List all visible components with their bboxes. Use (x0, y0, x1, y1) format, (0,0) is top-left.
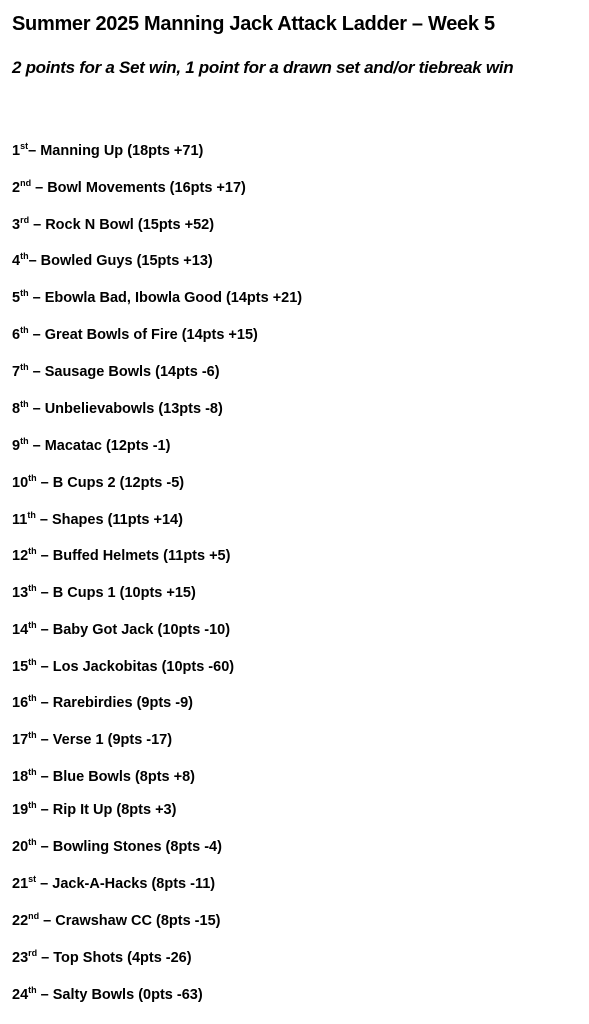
ladder-entry (12, 178, 246, 198)
rank-ordinal-suffix: rd (28, 948, 38, 958)
rank-number: 1 (12, 143, 21, 159)
ladder-entry (12, 288, 302, 308)
rank-number: 10 (12, 475, 29, 491)
dash-separator: – (28, 401, 45, 417)
ladder-entry (12, 436, 170, 456)
rank-number: 20 (12, 839, 29, 855)
ladder-entry (12, 911, 220, 931)
rank-number: 12 (12, 548, 29, 564)
rank-ordinal-suffix: th (28, 837, 37, 847)
rank-ordinal-suffix: th (28, 800, 37, 810)
rank-number: 5 (12, 290, 21, 306)
team-name: Crawshaw CC (55, 913, 152, 929)
ladder-entry (12, 767, 195, 787)
page-title: Summer 2025 Manning Jack Attack Ladder – Week 5 (12, 13, 495, 35)
rank-number: 17 (12, 732, 29, 748)
rank-number: 22 (12, 913, 29, 929)
rank-ordinal-suffix: th (28, 767, 37, 777)
team-points-and-margin: (8pts -4) (165, 839, 222, 855)
team-name: Bowling Stones (52, 839, 162, 855)
team-name: Rock N Bowl (45, 217, 134, 233)
dash-separator: – (36, 839, 53, 855)
ladder-entry (12, 362, 220, 382)
rank-ordinal-suffix: th (20, 288, 29, 298)
rank-number: 16 (12, 695, 29, 711)
ladder-entry (12, 399, 223, 419)
team-name: Verse 1 (52, 732, 104, 748)
rank-number: 9 (12, 438, 21, 454)
rank-ordinal-suffix: th (28, 473, 37, 483)
ladder-entry (12, 985, 203, 1005)
ladder-entry (12, 546, 230, 566)
ladder-entry (12, 948, 192, 968)
team-name: Shapes (51, 512, 104, 528)
ladder-entry (12, 325, 258, 345)
dash-separator: – (36, 622, 53, 638)
ladder-entry (12, 215, 214, 235)
rank-number: 14 (12, 622, 29, 638)
ladder-entry (12, 837, 222, 857)
team-points-and-margin: (10pts +15) (119, 585, 196, 601)
team-points-and-margin: (14pts +21) (225, 290, 303, 306)
rank-number: 6 (12, 327, 21, 343)
rank-ordinal-suffix: th (28, 620, 37, 630)
team-name: Jack-A-Hacks (52, 876, 148, 892)
ladder-entry (12, 473, 184, 493)
rank-ordinal-suffix: th (20, 362, 29, 372)
rank-ordinal-suffix: th (27, 510, 36, 520)
ladder-entry (12, 251, 213, 271)
team-name: Top Shots (53, 950, 124, 966)
dash-separator: – (36, 548, 53, 564)
rank-number: 15 (12, 659, 29, 675)
team-points-and-margin: (4pts -26) (127, 950, 192, 966)
team-name: Buffed Helmets (52, 548, 160, 564)
team-points-and-margin: (14pts -6) (155, 364, 220, 380)
rank-ordinal-suffix: th (20, 399, 29, 409)
team-name: Manning Up (40, 143, 124, 159)
rank-number: 3 (12, 217, 21, 233)
rank-number: 2 (12, 180, 21, 196)
team-points-and-margin: (10pts -60) (161, 659, 235, 675)
team-name: Salty Bowls (52, 987, 135, 1003)
dash-separator: – (28, 327, 45, 343)
dash-separator: – (36, 475, 53, 491)
team-name: B Cups 2 (52, 475, 116, 491)
rank-number: 13 (12, 585, 29, 601)
rank-ordinal-suffix: rd (20, 215, 30, 225)
team-points-and-margin: (11pts +14) (107, 512, 183, 528)
team-name: Bowl Movements (47, 180, 166, 196)
team-points-and-margin: (0pts -63) (138, 987, 203, 1003)
rank-ordinal-suffix: th (28, 583, 37, 593)
rank-ordinal-suffix: st (20, 141, 29, 151)
team-points-and-margin: (16pts +17) (169, 180, 246, 196)
ladder-entry (12, 657, 234, 677)
rank-ordinal-suffix: th (28, 546, 37, 556)
team-name: Rarebirdies (52, 695, 133, 711)
ladder-entry (12, 874, 215, 894)
rank-number: 19 (12, 802, 29, 818)
dash-separator: – (35, 512, 52, 528)
team-points-and-margin: (8pts -11) (151, 876, 216, 892)
dash-separator: – (29, 217, 46, 233)
ladder-entry (12, 693, 193, 713)
dash-separator: – (36, 659, 53, 675)
team-points-and-margin: (12pts -5) (119, 475, 185, 491)
rank-number: 23 (12, 950, 29, 966)
dash-separator: – (31, 180, 48, 196)
team-name: Unbelievabowls (44, 401, 155, 417)
dash-separator: – (28, 143, 41, 159)
team-points-and-margin: (18pts +71) (127, 143, 204, 159)
rank-ordinal-suffix: st (28, 874, 37, 884)
dash-separator: – (36, 987, 53, 1003)
team-name: Sausage Bowls (44, 364, 152, 380)
dash-separator: – (39, 913, 56, 929)
rank-ordinal-suffix: th (28, 657, 37, 667)
team-name: Blue Bowls (52, 769, 131, 785)
rank-ordinal-suffix: th (28, 693, 37, 703)
dash-separator: – (36, 732, 53, 748)
dash-separator: – (36, 695, 53, 711)
dash-separator: – (28, 253, 41, 269)
team-points-and-margin: (12pts -1) (105, 438, 171, 454)
ladder-entry (12, 583, 196, 603)
team-points-and-margin: (9pts -17) (107, 732, 173, 748)
dash-separator: – (28, 364, 45, 380)
rank-number: 8 (12, 401, 21, 417)
rank-ordinal-suffix: th (28, 730, 37, 740)
rank-number: 7 (12, 364, 21, 380)
dash-separator: – (28, 290, 45, 306)
rank-ordinal-suffix: nd (20, 178, 32, 188)
rank-number: 21 (12, 876, 29, 892)
team-points-and-margin: (15pts +13) (136, 253, 213, 269)
team-name: Ebowla Bad, Ibowla Good (44, 290, 222, 306)
team-points-and-margin: (13pts -8) (158, 401, 223, 417)
dash-separator: – (28, 438, 45, 454)
team-points-and-margin: (14pts +15) (181, 327, 258, 343)
team-points-and-margin: (15pts +52) (137, 217, 215, 233)
ladder-entry (12, 620, 230, 640)
team-points-and-margin: (9pts -9) (136, 695, 193, 711)
rank-ordinal-suffix: th (20, 325, 29, 335)
team-points-and-margin: (8pts +8) (134, 769, 195, 785)
team-points-and-margin: (8pts +3) (116, 802, 177, 818)
ladder-entry (12, 141, 203, 161)
rank-number: 11 (12, 512, 28, 528)
rank-ordinal-suffix: th (20, 436, 29, 446)
rank-number: 24 (12, 987, 29, 1003)
ladder-entry (12, 800, 176, 820)
team-name: Macatac (44, 438, 102, 454)
team-name: Great Bowls of Fire (44, 327, 178, 343)
dash-separator: – (36, 585, 53, 601)
rank-ordinal-suffix: nd (28, 911, 40, 921)
ladder-entry (12, 510, 183, 530)
ladder-entry (12, 730, 172, 750)
rank-ordinal-suffix: th (28, 985, 37, 995)
rank-ordinal-suffix: th (20, 251, 29, 261)
dash-separator: – (36, 876, 53, 892)
team-name: Bowled Guys (40, 253, 133, 269)
scoring-rules-subtitle: 2 points for a Set win, 1 point for a drawn set and/or tiebreak win (12, 58, 514, 77)
team-points-and-margin: (8pts -15) (156, 913, 221, 929)
team-points-and-margin: (11pts +5) (163, 548, 231, 564)
rank-number: 18 (12, 769, 29, 785)
dash-separator: – (36, 802, 53, 818)
team-name: Baby Got Jack (52, 622, 154, 638)
dash-separator: – (37, 950, 54, 966)
rank-number: 4 (12, 253, 21, 269)
team-name: B Cups 1 (52, 585, 116, 601)
team-name: Los Jackobitas (52, 659, 158, 675)
dash-separator: – (36, 769, 53, 785)
team-points-and-margin: (10pts -10) (157, 622, 231, 638)
team-name: Rip It Up (52, 802, 113, 818)
